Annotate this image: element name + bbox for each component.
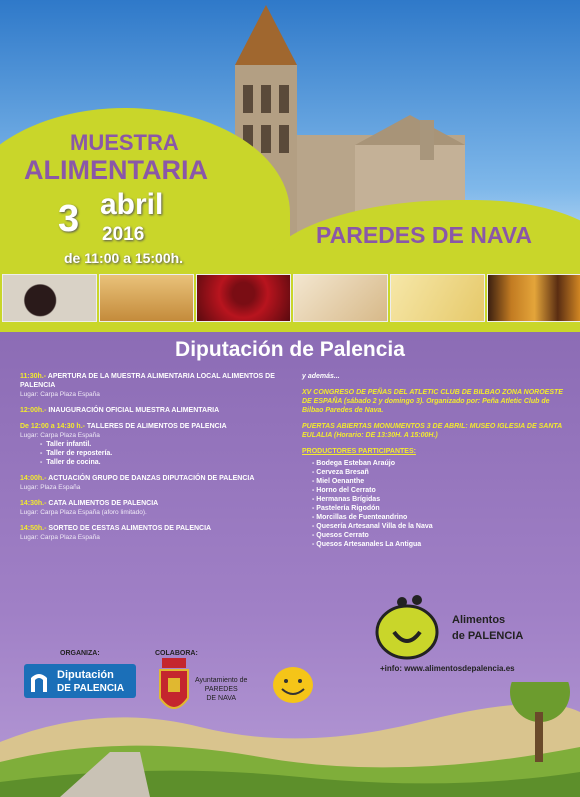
program-place: Lugar: Carpa Plaza España: [20, 391, 100, 398]
program-item: [20, 499, 290, 517]
event-year: 2016: [102, 224, 145, 245]
workshop-item: - Taller de repostería.: [40, 450, 113, 457]
photo-cheese: [390, 274, 485, 322]
program-place: Lugar: Plaza España: [20, 484, 81, 491]
producer-item: - Hermanas Brígidas: [312, 495, 572, 504]
program-title: CATA ALIMENTOS DE PALENCIA: [46, 500, 159, 507]
title-line-1: MUESTRA: [70, 130, 179, 155]
organiza-label: ORGANIZA:: [60, 650, 100, 657]
food-photo-strip: [0, 274, 580, 324]
program-title: SORTEO DE CESTAS ALIMENTOS DE PALENCIA: [46, 525, 212, 532]
section-title: Diputación de Palencia: [175, 338, 405, 361]
photo-pastry: [293, 274, 388, 322]
smiley-logo-icon: [272, 665, 314, 705]
producer-item: - Bodega Esteban Araújo: [312, 459, 572, 468]
title-line-2: ALIMENTARIA: [24, 155, 208, 185]
monuments-text: PUERTAS ABIERTAS MONUMENTOS 3 DE ABRIL: MUSEO IGLESIA DE SANTA EULALIA (Horario: DE 13:30H. A 15:00H.): [302, 423, 562, 439]
diputacion-logo-line2: DE PALENCIA: [57, 683, 125, 694]
program-title: INAUGURACIÓN OFICIAL MUESTRA ALIMENTARIA: [46, 407, 220, 414]
event-day: 3: [58, 198, 80, 240]
producer-item: - Horno del Cerrato: [312, 486, 572, 495]
producer-item: - Pastelería Rigodón: [312, 504, 572, 513]
program-time: De 12:00 a 14:30 h.-: [20, 423, 85, 430]
program-title: ACTUACIÓN GRUPO DE DANZAS DIPUTACIÓN DE PALENCIA: [46, 475, 255, 482]
workshop-item: - Taller infantil.: [40, 441, 92, 448]
program-item: [20, 474, 290, 492]
extra-intro: y además...: [302, 373, 340, 380]
alimentos-logo-icon: [372, 592, 542, 662]
program-place: Lugar: Carpa Plaza España: [20, 534, 100, 541]
program-item: [20, 524, 290, 542]
colabora-label: COLABORA:: [155, 650, 198, 657]
program-place: Lugar: Carpa Plaza España: [20, 432, 100, 439]
program-time: 14:00h.-: [20, 475, 47, 482]
program-title: TALLERES DE ALIMENTOS DE PALENCIA: [84, 423, 227, 430]
alimentos-logo-line2: de PALENCIA: [452, 630, 524, 642]
program-time: 14:30h.-: [20, 500, 47, 507]
producers-title: PRODUCTORES PARTICIPANTES:: [302, 448, 416, 455]
program-time: 14:50h.-: [20, 525, 47, 532]
alimentos-logo-line1: Alimentos: [452, 614, 506, 626]
program-column: [20, 372, 290, 549]
photo-bread: [99, 274, 194, 322]
program-item: [20, 372, 290, 399]
congress-text: XV CONGRESO DE PEÑAS DEL ATLETIC CLUB DE BILBAO ZONA NOROESTE DE ESPAÑA (sábado 2 y domingo 3). Organizado por: Peña Atletic Club de Bilbao Paredes de Nava.: [302, 389, 563, 414]
program-title: APERTURA DE LA MUESTRA ALIMENTARIA LOCAL ALIMENTOS DE PALENCIA: [20, 373, 275, 389]
photo-wine: [196, 274, 291, 322]
program-item: [20, 406, 290, 415]
event-month: abril: [100, 188, 164, 221]
producers-list: [302, 459, 572, 549]
diputacion-symbol-icon: [29, 670, 49, 692]
extra-column: [302, 372, 572, 549]
program-item: [20, 422, 290, 467]
producer-item: - Cerveza Bresañ: [312, 468, 572, 477]
program-time: 12:00h.-: [20, 407, 47, 414]
town-name: PAREDES DE NAVA: [316, 222, 532, 248]
photo-morcilla: [2, 274, 97, 322]
info-link[interactable]: +info: www.alimentosdepalencia.es: [380, 664, 515, 673]
coat-of-arms-icon: [158, 658, 190, 720]
ayuntamiento-text: Ayuntamiento de PAREDES DE NAVA: [195, 677, 248, 702]
event-hours: de 11:00 a 15:00h.: [64, 250, 184, 266]
diputacion-logo-line1: Diputación: [57, 669, 114, 681]
producer-item: - Quesería Artesanal Villa de la Nava: [312, 522, 572, 531]
photo-beer: [487, 274, 580, 322]
diputacion-logo: [24, 664, 136, 698]
producer-item: - Quesos Cerrato: [312, 531, 572, 540]
producer-item: - Morcillas de Fuenteandrino: [312, 513, 572, 522]
program-place: Lugar: Carpa Plaza España (aforo limitado).: [20, 509, 147, 516]
program-time: 11:30h.-: [20, 373, 47, 380]
producer-item: - Quesos Artesanales La Antigua: [312, 540, 572, 549]
workshop-item: - Taller de cocina.: [40, 459, 101, 466]
producer-item: - Miel Oenanthe: [312, 477, 572, 486]
